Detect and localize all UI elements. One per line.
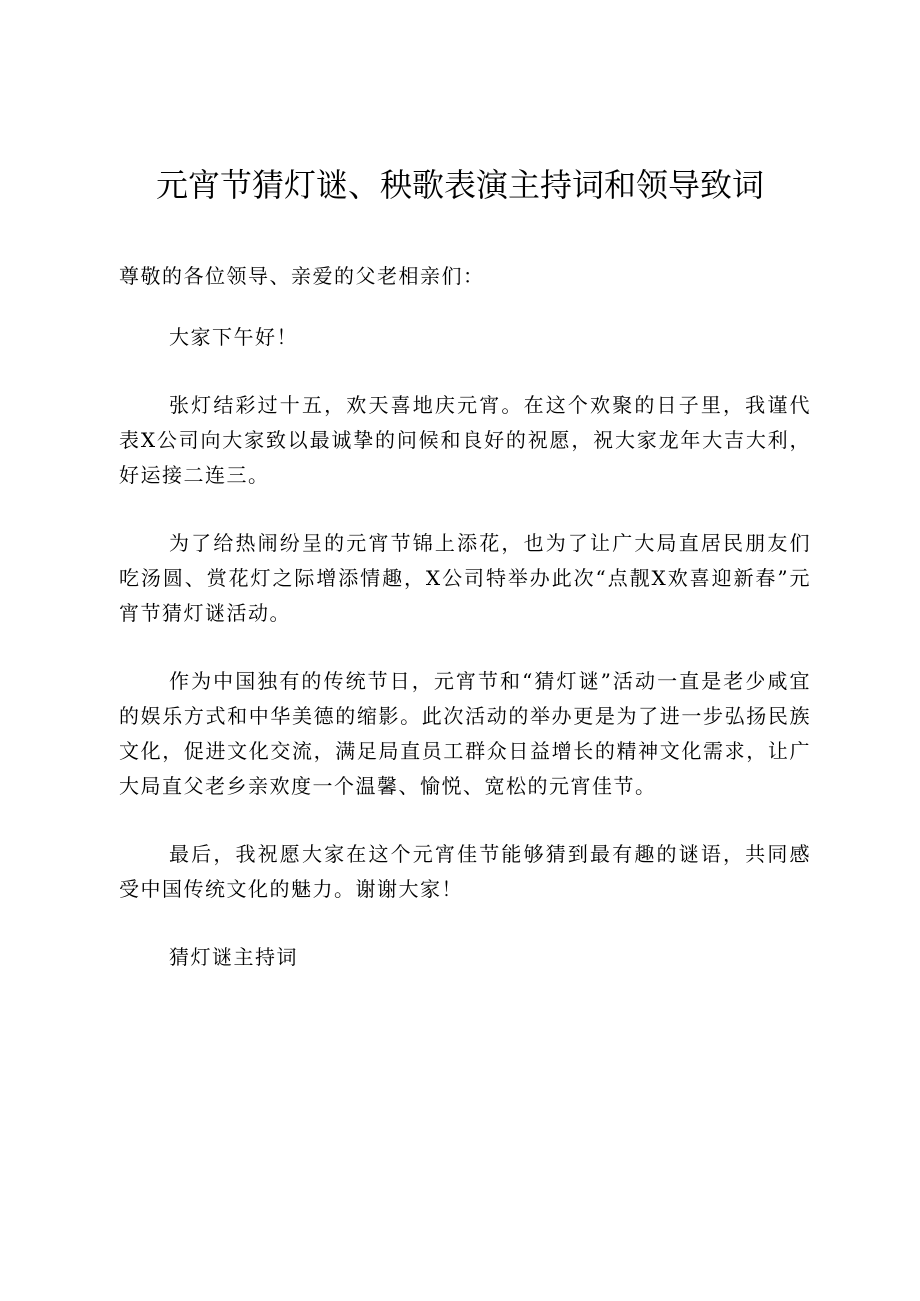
paragraph-2: 为了给热闹纷呈的元宵节锦上添花，也为了让广大局直居民朋友们吃汤圆、赏花灯之际增添情趣，X公司特举办此次“点靓X欢喜迎新春”元宵节猜灯谜活动。 <box>119 531 811 625</box>
paragraph-3: 作为中国独有的传统节日，元宵节和“猜灯谜”活动一直是老少咸宜的娱乐方式和中华美德的缩影。此次活动的举办更是为了进一步弘扬民族文化，促进文化交流，满足局直员工群众日益增长的精神文化需求，让广大局直父老乡亲欢度一个温馨、愉悦、宽松的元宵佳节。 <box>119 669 811 798</box>
document-body <box>119 259 811 1008</box>
document-title: 元宵节猜灯谜、秧歌表演主持词和领导致词 <box>155 166 764 204</box>
paragraph-1: 张灯结彩过十五，欢天喜地庆元宵。在这个欢聚的日子里，我谨代表X公司向大家致以最诚挚的问候和良好的祝愿，祝大家龙年大吉大利，好运接二连三。 <box>119 393 811 487</box>
salutation: 尊敬的各位领导、亲爱的父老相亲们： <box>119 264 485 288</box>
section-heading: 猜灯谜主持词 <box>169 945 298 969</box>
paragraph-greeting: 大家下午好！ <box>169 325 298 349</box>
paragraph-4: 最后，我祝愿大家在这个元宵佳节能够猜到最有趣的谜语，共同感受中国传统文化的魅力。谢谢大家！ <box>119 842 811 901</box>
